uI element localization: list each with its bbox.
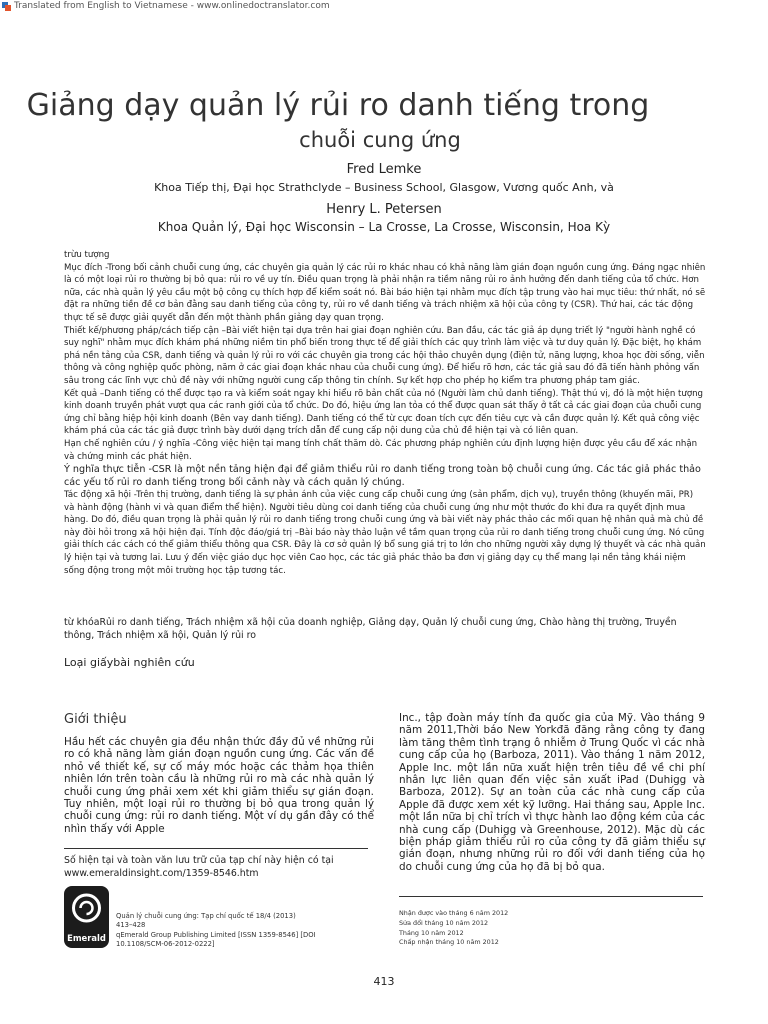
- date-revised: Sửa đổi tháng 10 năm 2012: [399, 918, 489, 927]
- intro-left-text: Hầu hết các chuyên gia đều nhận thức đầy đủ về những rủi ro có khả năng làm gián đoạn nguồn cung ứng. Các vấn đề nhỏ về thiết kế, sự cố máy móc hoặc các thảm họa thiên nhiên lớn trên toàn cầu là những rủi ro mà các nhà quản lý chuỗi cung ứng phải xem xét khi giảm thiểu sự gián đoạn. Tuy nhiên, một loại rủi ro thường bị bỏ qua trong quản lý chuỗi cung ứng: rủi ro danh tiếng. Một ví dụ gần đây có thể nhìn thấy với Apple: [64, 736, 374, 835]
- journal-line: 10.1108/SCM-06-2012-0222]: [116, 939, 215, 948]
- date-accepted: Chấp nhận tháng 10 năm 2012: [399, 938, 499, 947]
- logo-word: Emerald: [67, 933, 106, 943]
- banner-text: Translated from English to Vietnamese - www.onlinedoctranslator.com: [14, 1, 330, 11]
- date-received: Nhận được vào tháng 6 năm 2012: [399, 909, 509, 917]
- availability-url[interactable]: www.emeraldinsight.com/1359-8546.htm: [64, 868, 259, 879]
- emerald-spiral-icon: [64, 886, 109, 934]
- availability-note: [64, 854, 374, 880]
- intro-left-column: [64, 712, 374, 835]
- paper-type: Loại giấybài nghiên cứu: [64, 656, 195, 669]
- paper-title-line1: Giảng dạy quản lý rủi ro danh tiếng trong: [26, 88, 650, 123]
- translator-logo-icon: [2, 2, 11, 11]
- abstract-limitations: Hạn chế nghiên cứu / ý nghĩa -Công việc hiện tại mang tính chất thăm dò. Các phương pháp nghiên cứu định lượng hiện được yêu cầu để xác nhận và chứng minh các phát hiện.: [64, 438, 698, 462]
- abstract-practical: Ý nghĩa thực tiễn -CSR là một nền tảng hiện đại để giảm thiểu rủi ro danh tiếng trong toàn bộ chuỗi cung ứng. Các tác giả phác thảo các yếu tố rủi ro danh tiếng trong bối cảnh này và cách quản lý chúng.: [64, 464, 701, 489]
- author-affiliation: Khoa Quản lý, Đại học Wisconsin – La Crosse, La Crosse, Wisconsin, Hoa Kỳ: [157, 220, 611, 234]
- author-affiliation: Khoa Tiếp thị, Đại học Strathclyde – Business School, Glasgow, Vương quốc Anh, và: [154, 181, 614, 194]
- date-revised: Tháng 10 năm 2012: [399, 928, 464, 937]
- availability-line: Số hiện tại và toàn văn lưu trữ của tạp chí này hiện có tại: [64, 855, 334, 866]
- journal-info: [116, 912, 356, 949]
- journal-line: Quản lý chuỗi cung ứng: Tạp chí quốc tế 18/4 (2013): [116, 912, 296, 920]
- journal-line: 413–428: [116, 921, 146, 930]
- paper-title-line2: chuỗi cung ứng: [299, 128, 461, 152]
- intro-right-column: [399, 712, 705, 873]
- author-name: Fred Lemke: [346, 162, 422, 177]
- dates-divider: [399, 896, 703, 897]
- translation-banner: [2, 0, 330, 12]
- author-name: Henry L. Petersen: [326, 202, 442, 217]
- dates-block: [399, 909, 639, 948]
- footnote-divider: [64, 848, 368, 849]
- abstract: [64, 249, 706, 577]
- page-number: 413: [373, 975, 395, 988]
- abstract-heading: trừu tượng: [64, 250, 110, 260]
- emerald-logo: [64, 886, 109, 948]
- section-heading: Giới thiệu: [64, 712, 127, 727]
- abstract-social: Tác động xã hội -Trên thị trường, danh tiếng là sự phản ánh của việc cung cấp chuỗi cung ứng (sản phẩm, dịch vụ), truyền thông (khuyến mãi, PR) và hành động (hành vi và quan điểm thể hiện). Người tiêu dùng coi danh tiếng của chuỗi cung ứng như một thước đo khi đưa ra quyết định mua hàng. Do đó, điều quan trọng là phải quản lý rủi ro danh tiếng trong chuỗi cung ứng và bài viết này phác thảo các mối quan hệ nhân quả mà chủ đề này đòi hỏi trong xã hội hiện đại. Tính độc đáo/giá trị –Bài báo này thảo luận về tầm quan trọng của rủi ro danh tiếng trong chuỗi cung ứng. Nó cũng giải thích các cách có thể giảm thiểu thông qua CSR. Đây là cơ sở quản lý bổ sung giá trị to lớn cho những người xây dựng lý thuyết và các nhà quản lý hiện tại và tương lai. Lưu ý đến việc giáo dục học viên Cao học, các tác giả phác thảo ba đơn vị giảng dạy cụ thể mang lại nền tảng khái niệm sống động trong một môi trường học tập tương tác.: [64, 490, 706, 576]
- intro-right-text: Inc., tập đoàn máy tính đa quốc gia của Mỹ. Vào tháng 9 năm 2011,Thời báo New Yorkđã đăng rằng công ty đang làm tăng thêm tình trạng ô nhiễm ở Trung Quốc vì các nhà cung cấp của họ (Barboza, 2011). Vào tháng 1 năm 2012, Apple Inc. một lần nữa xuất hiện trên tiêu đề về chi phí nhân lực liên quan đến việc sản xuất iPad (Duhigg và Barboza, 2012). Sự an toàn của các nhà cung cấp của Apple đã được xem xét kỹ lưỡng. Hai tháng sau, Apple Inc. một lần nữa bị chỉ trích vì thực hành lao động kém của các nhà cung cấp (Duhigg và Greenhouse, 2012). Mặc dù các biện pháp giảm thiểu rủi ro của công ty đã giảm thiểu sự gián đoạn, nhưng những rủi ro đối với danh tiếng của họ do chuỗi cung ứng của họ đã bị bỏ qua.: [399, 712, 705, 873]
- keywords: từ khóaRủi ro danh tiếng, Trách nhiệm xã hội của doanh nghiệp, Giảng dạy, Quản lý chuỗi cung ứng, Chào hàng thị trường, Truyền thông, Trách nhiệm xã hội, Quản lý rủi ro: [64, 617, 677, 641]
- abstract-purpose: Mục đích -Trong bối cảnh chuỗi cung ứng, các chuyên gia quản lý các rủi ro khác nhau có khả năng làm gián đoạn nguồn cung ứng. Đáng ngạc nhiên là có một loại rủi ro thường bị bỏ qua: rủi ro về uy tín. Điều quan trọng là phải nhận ra tiềm năng rủi ro ảnh hưởng đến danh tiếng của tổ chức. Hơn nữa, các nhà quản lý yêu cầu một bộ công cụ thích hợp để kiểm soát nó. Bài báo hiện tại nhằm mục đích tập trung vào hai mục tiêu: thứ nhất, nó sẽ đặt ra những tiền đề cơ bản đằng sau danh tiếng của công ty, rủi ro về danh tiếng và trách nhiệm xã hội của công ty (CSR). Thứ hai, các tác động thực tế sẽ được giải quyết dẫn đến một thành phần giảng dạy quan trọng.: [64, 262, 706, 323]
- abstract-design: Thiết kế/phương pháp/cách tiếp cận –Bài viết hiện tại dựa trên hai giai đoạn nghiên cứu. Ban đầu, các tác giả áp dụng triết lý "người hành nghề có suy nghĩ" nhằm mục đích khám phá những niềm tin phổ biến trong thực tế để giải thích các quy trình làm việc và tư duy quản lý. Đặc biệt, họ khám phá nền tảng của CSR, danh tiếng và quản lý rủi ro với các chuyên gia trong các hội thảo chuyên dụng (điện tử, năng lượng, khoa học đời sống, viễn thông và công nghiệp quốc phòng, năm ở các giai đoạn khác nhau của chuỗi cung ứng). Để hiểu rõ hơn, các tác giả sau đó đã tiến hành phỏng vấn sâu trong các lĩnh vực chủ đề này với những người cung cấp thông tin chính. Sự kết hợp cho phép họ kiểm tra phương pháp tam giác.: [64, 325, 705, 386]
- journal-line: qEmerald Group Publishing Limited [ISSN 1359-8546] [DOI: [116, 930, 316, 939]
- abstract-findings: Kết quả –Danh tiếng có thể được tạo ra và kiểm soát ngay khi hiểu rõ bản chất của nó (Người làm chủ danh tiếng). Thật thú vị, đó là một hiện tượng kinh doanh truyền phát vượt qua các ranh giới của tổ chức. Do đó, hiệu ứng lan tỏa có thể được quan sát thấy ở tất cả các giai đoạn của chuỗi cung ứng chỉ bằng hiệp hội kinh doanh (Bên vay danh tiếng). Danh tiếng có thể từ cực đoan tích cực đến tiêu cực và cần được quản lý. Kết quả công việc khám phá của các tác giả được trình bày dưới dạng trích dẫn để cung cấp nội dung của chủ đề hiện tại và có liên quan.: [64, 388, 703, 437]
